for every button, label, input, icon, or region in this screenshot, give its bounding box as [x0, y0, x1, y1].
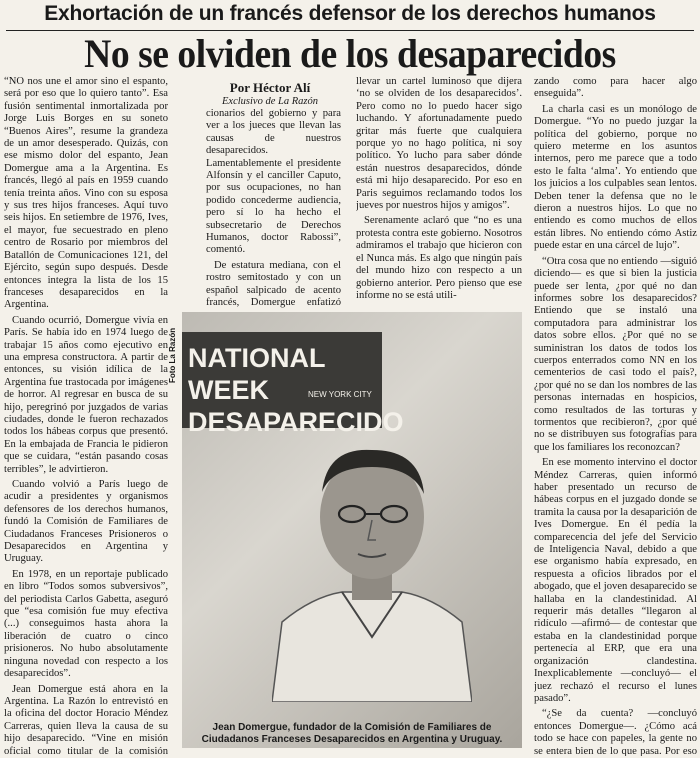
- author-name: Por Héctor Alí: [229, 80, 311, 95]
- paragraph: Cuando volvió a París luego de acudir a presidentes y organismos defensores de los derechos humanos, fundó la Comisión de Familiares de Ciudadanos Franceses Prisioneros o Desaparecidos en Argentina y Uruguay.: [4, 479, 168, 565]
- article-column-1: [4, 76, 168, 756]
- banner-small-text: NEW YORK CITY: [308, 390, 372, 399]
- article-column-2: [206, 108, 341, 308]
- paragraph: La charla casi es un monólogo de Domergue. “Yo no puedo juzgar la política del gobierno, porque no quiero meterme en los asuntos internos, pero me parece que a todo esto le falta ‘alma’. Yo entiendo que los juicios a los culpables sean lentos. Deben tener la defensa que no le dieron a nuestros hijos. Lo que no entiendo es como muchos de ellos están libres. No entiendo cómo Astiz puede estar en una cárcel de lujo”.: [534, 103, 697, 252]
- main-headline: No se olviden de los desaparecidos: [84, 31, 616, 76]
- paragraph: zando como para hacer algo enseguida”.: [534, 76, 697, 100]
- paragraph: Serenamente aclaró que “no es una protesta contra este gobierno. Nosotros admiramos el trabajo que hicieron con el Nunca más. Es algo que ningún país del mundo hizo con respecto a un gobierno anterior. Pero pienso que ese informe no se está utili-: [356, 215, 522, 301]
- paragraph: Cuando ocurrió, Domergue vivía en París. Se había ido en 1974 luego de trabajar 15 años como ejecutivo en una empresa constructora. A partir de entonces, su visión idílica de la Argentina fue trastocada por imágenes de horror. Al regresar en busca de su hijo, peregrinó por juzgados de varias ciudades, donde le fueron rechazados todos los hábeas corpus que presentó. En la embajada de Francia le pidieron que se cuidara, “están pasando cosas terribles”, le advirtieron.: [4, 314, 168, 475]
- paragraph: cionarios del gobierno y para ver a los jueces que llevan las causas de nuestros desaparecidos. Lamentablemente el presidente Alfonsín y el canciller Caputo, por sus ocupaciones, no han podido concederme audiencia, pero sí lo ha hecho el subsecretario de Derechos Humanos, doctor Rabossi”, comentó.: [206, 108, 341, 256]
- photo-caption: Jean Domergue, fundador de la Comisión de Familiares de Ciudadanos Franceses Desaparecidos en Argentina y Uruguay.: [201, 722, 503, 745]
- kicker-headline: Exhortación de un francés defensor de los derechos humanos: [44, 2, 656, 25]
- author-role: Exclusivo de La Razón: [222, 96, 318, 107]
- paragraph: “¿Se da cuenta? —concluyó entonces Domergue—. ¿Cómo acá todo se hace con papeles, la gente no se entera bien de lo que pasa. Por eso: [534, 708, 697, 756]
- photo-credit: Foto La Razón: [168, 327, 177, 383]
- paragraph: “NO nos une el amor sino el espanto, será por eso que lo quiero tanto”. Esa fusión sentimental inmortalizada por Jorge Luis Borges en su soneto “Buenos Aires”, resume la grandeza de un amor desesperado. Quizás, con ese mismo dolor del espanto, Jean Domergue ama a la Argentina. Es francés, llegó al país en 1959 cuando tenía treinta años. Vino con su esposa y sus tres hijos franceses. Aquí tuvo seis hijos. En setiembre de 1976, Ives, el mayor, fue secuestrado en pleno centro de Rosario por miembros del Batallón de Comunicaciones 121, del Ejército, según supo después. Desde entonces integra la lista de los 15 franceses desaparecidos en la Argentina.: [4, 76, 168, 311]
- paragraph: “Otra cosa que no entiendo —siguió diciendo— es que si bien la justicia puede ser lenta, ¿por qué no dan informes sobre los desaparecidos? Entiendo que se instaló una computadora para administrar los datos sobre ellos. ¿Por qué no se suministran los datos de todos los cuerpos enterrados como NN en los cementerios de casi todo el país?, ¿por qué no se dan los nombres de las personas internadas en hospicios, como resultados de las torturas y tormentos que recibieron?, ¿por qué no se distribuyen sus fotografías para que los familiares los reconozcan?: [534, 255, 697, 453]
- portrait-figure: [272, 422, 472, 702]
- paragraph: llevar un cartel luminoso que dijera ‘no se olviden de los desaparecidos’. Pero como no lo puedo hacer sigo luchando. Y afortunadamente puedo gritar más fuerte que cualquiera porque yo no hago política, ni soy político. Yo lucho para saber dónde están nuestros desaparecidos, dónde está mi hijo desaparecido. Por eso en Paris seguimos reclamando todos los jueves por nuestros hijos y amigos”.: [356, 76, 522, 212]
- article-column-4: [534, 76, 697, 756]
- article-column-3: [356, 76, 522, 308]
- protest-banner: NATIONAL WEEK DESAPARECIDO: [182, 332, 382, 428]
- byline: [190, 80, 350, 107]
- paragraph: Jean Domergue está ahora en la Argentina. La Razón lo entrevistó en la oficina del doctor Horacio Méndez Carreras, quien lleva la causa de su hijo desaparecido. “Vine en misión oficial como titular de la comisión: [4, 683, 168, 756]
- paragraph: En ese momento intervino el doctor Méndez Carreras, quien informó haber presentado un recurso de hábeas corpus en el juzgado donde se tramita la causa por la desaparición de Ives Domergue. En él pedía la comparecencia del jefe del Servicio de Inteligencia Naval, debido a que ese organismo había expresado, en respuesta a oficios librados por el abogado, que el joven desaparecido se hallaba en la clandestinidad. Al requerir más detalles “llegaron al ridículo —afirmó— de contestar que estaba en la clandestinidad porque pertenecía al ERP, que era una organización clandestina. Inexplicablemente —concluyó— el juez rechazó el recurso el lunes pasado”.: [534, 457, 697, 704]
- portrait-photo: [182, 312, 522, 748]
- paragraph: En 1978, en un reportaje publicado en libro “Todos somos subversivos”, del periodista Carlos Gabetta, aseguró que “esa comisión fue muy efectiva (...) conseguimos hasta ahora la liberación de cuatro o cinco prisioneros. No hubo absolutamente ninguna novedad con respecto a los desaparecidos”.: [4, 568, 168, 680]
- paragraph: De estatura mediana, con el rostro semitostado y con un español salpicado de acento francés, Domergue enfatizó: [206, 259, 341, 308]
